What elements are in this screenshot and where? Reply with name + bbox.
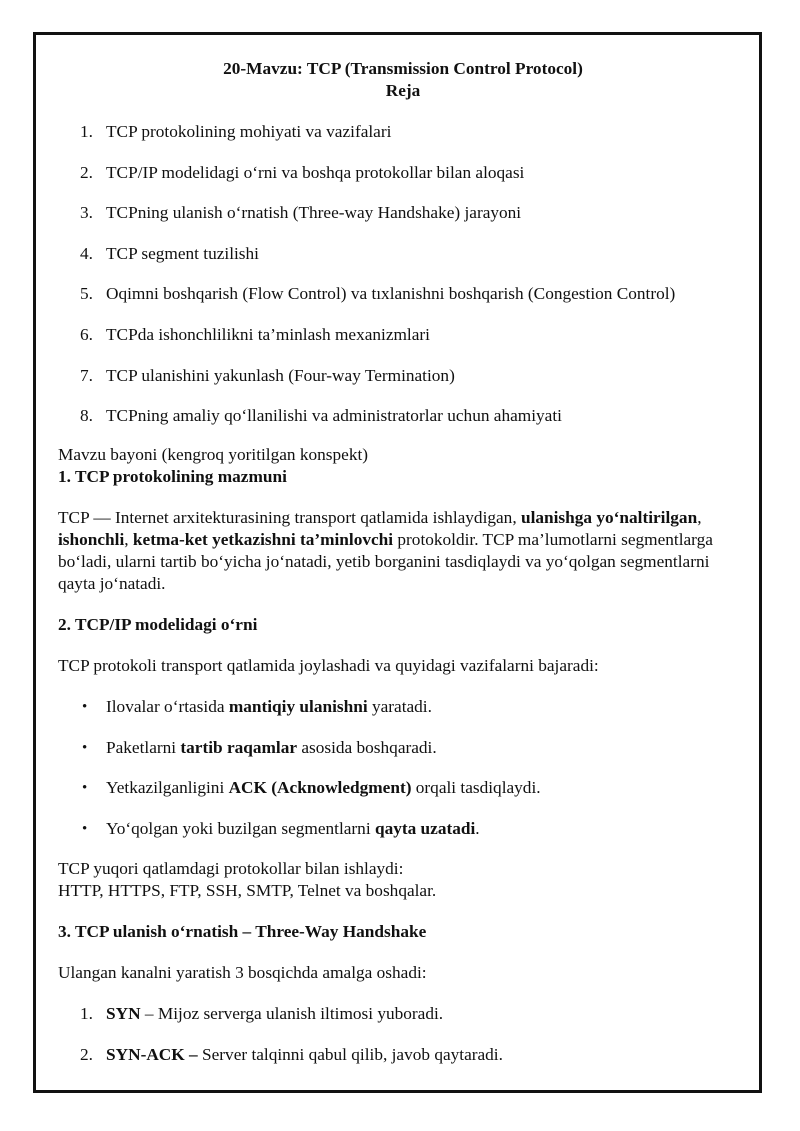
plan-item-text: TCP/IP modelidagi o‘rni va boshqa protokollar bilan aloqasi — [106, 162, 525, 182]
bullet-icon: • — [82, 739, 88, 756]
bullet-item: • Yetkazilganligini ACK (Acknowledgment) orqali tasdiqlaydi. — [82, 778, 541, 798]
section-2-note-line-2: HTTP, HTTPS, FTP, SSH, SMTP, Telnet va boshqalar. — [58, 880, 437, 900]
handshake-steps — [58, 1003, 748, 1066]
bullet-icon: • — [82, 780, 88, 797]
section-1-paragraph: TCP — Internet arxitekturasining transport qatlamida ishlaydigan, ulanishga yo‘naltirilgan, ishonchli, ketma-ket yetkazishni ta’minlovchi protokoldir. TCP ma’lumotlarni segmentlarga bo‘ladi, ularni tartib bo‘yicha jo‘natadi, yetib borganini tasdiqlaydi va yo‘qolgan segmentlarni qayta jo‘natadi. — [58, 508, 713, 594]
document-body — [58, 58, 748, 1066]
handshake-step: 2. SYN-ACK – Server talqinni qabul qilib, javob qaytaradi. — [80, 1044, 503, 1064]
step-number: 1. — [80, 1003, 93, 1023]
plan-item-number: 8. — [80, 406, 93, 426]
plan-title: Reja — [385, 81, 421, 100]
plan-item-number: 4. — [80, 243, 93, 263]
step-number: 2. — [80, 1044, 93, 1064]
plan-item — [58, 202, 748, 224]
document-title: 20-Mavzu: TCP (Transmission Control Protocol) — [223, 59, 583, 78]
plan-item-number: 3. — [80, 203, 93, 223]
emphasis: ketma-ket yetkazishni ta’minlovchi — [132, 530, 394, 550]
plan-list — [58, 121, 748, 427]
plan-item-number: 6. — [80, 324, 93, 344]
plan-item-number: 7. — [80, 365, 93, 385]
plan-item — [58, 405, 748, 427]
plan-item-text: TCPning ulanish o‘rnatish (Three-way Handshake) jarayoni — [106, 203, 522, 223]
section-2-bullets — [58, 696, 748, 840]
bullet-item: • Yo‘qolgan yoki buzilgan segmentlarni qayta uzatadi. — [82, 818, 480, 838]
bullet-item: • Paketlarni tartib raqamlar asosida boshqaradi. — [82, 737, 437, 757]
section-3-heading: 3. TCP ulanish o‘rnatish – Three-Way Handshake — [58, 921, 427, 941]
plan-item — [58, 121, 748, 143]
section-2-note-line-1: TCP yuqori qatlamdagi protokollar bilan ishlaydi: — [58, 858, 404, 878]
intro-line: Mavzu bayoni (kengroq yoritilgan konspekt) — [58, 445, 369, 465]
plan-item-number: 1. — [80, 122, 93, 141]
plan-item-number: 2. — [80, 162, 93, 182]
section-2-lead: TCP protokoli transport qatlamida joylashadi va quyidagi vazifalarni bajaradi: — [58, 656, 599, 676]
handshake-step: 1. SYN – Mijoz serverga ulanish iltimosi yuboradi. — [80, 1003, 444, 1023]
bullet-icon: • — [82, 820, 88, 837]
plan-item-text: Oqimni boshqarish (Flow Control) va tıxlanishni boshqarish (Congestion Control) — [106, 284, 676, 304]
plan-item-text: TCPning amaliy qo‘llanilishi va administratorlar uchun ahamiyati — [106, 406, 562, 426]
plan-item — [58, 283, 748, 305]
plan-item-text: TCP protokolining mohiyati va vazifalari — [106, 122, 392, 141]
plan-item-text: TCPda ishonchlilikni ta’minlash mexanizmlari — [106, 324, 430, 344]
plan-item — [58, 162, 748, 184]
plan-item-text: TCP segment tuzilishi — [106, 243, 259, 263]
emphasis: ulanishga yo‘naltirilgan — [520, 508, 698, 528]
emphasis: ishonchli — [58, 530, 125, 550]
section-2-heading: 2. TCP/IP modelidagi o‘rni — [58, 615, 258, 635]
plan-item — [58, 243, 748, 265]
plan-item-text: TCP ulanishini yakunlash (Four-way Termination) — [106, 365, 455, 385]
plan-item — [58, 324, 748, 346]
plan-item — [58, 365, 748, 387]
bullet-icon: • — [82, 699, 88, 716]
section-1-heading: 1. TCP protokolining mazmuni — [58, 467, 287, 487]
section-3-lead: Ulangan kanalni yaratish 3 bosqichda amalga oshadi: — [58, 962, 427, 982]
bullet-item: • Ilovalar o‘rtasida mantiqiy ulanishni yaratadi. — [82, 697, 432, 717]
plan-item-number: 5. — [80, 284, 93, 304]
